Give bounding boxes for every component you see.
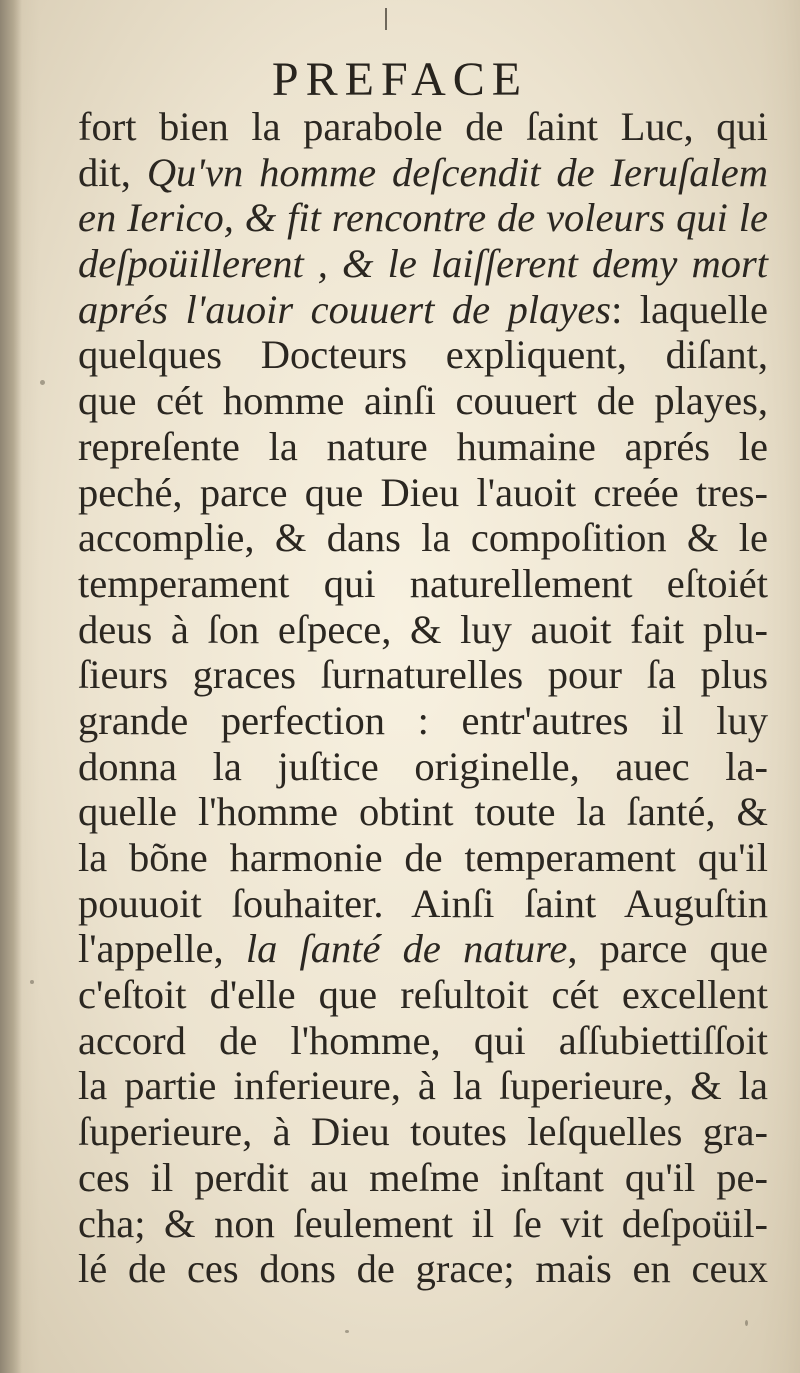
text-line <box>78 1018 768 1064</box>
text-segment: peché, parce que Dieu l'auoit creée tres- <box>78 469 768 515</box>
text-line <box>78 287 768 333</box>
text-segment: pouuoit ſouhaiter. Ainſi ſaint Auguſtin <box>78 880 768 926</box>
ink-speck <box>30 980 34 984</box>
text-line <box>78 424 768 470</box>
text-line <box>78 104 768 150</box>
text-segment: l'appelle, <box>78 926 246 972</box>
text-segment: que cét homme ainſi couuert de playes, <box>78 378 768 424</box>
italic-text-segment: en Ierico, & fit rencontre de voleurs qui le <box>78 195 768 241</box>
text-segment: grande perfection : entr'autres il luy <box>78 697 768 743</box>
text-line <box>78 470 768 516</box>
italic-text-segment: deſpoüillerent , & le laiſſerent demy mort <box>78 241 768 287</box>
page-gutter-shadow <box>0 0 22 1373</box>
text-segment: fort bien la parabole de ſaint Luc, qui <box>78 104 768 149</box>
italic-text-segment: aprés l'auoir couuert de playes <box>78 286 612 332</box>
text-line <box>78 698 768 744</box>
ink-speck <box>40 380 45 385</box>
text-line <box>78 607 768 653</box>
text-segment: la partie inferieure, à la ſuperieure, & la <box>78 1063 768 1109</box>
text-line <box>78 744 768 790</box>
italic-text-segment: la ſanté de nature <box>245 926 568 972</box>
running-title: PREFACE <box>271 53 529 106</box>
text-line <box>78 926 768 972</box>
text-line <box>78 195 768 241</box>
italic-text-segment: Qu'vn homme deſcendit de Ieruſalem <box>146 149 768 195</box>
text-segment: la bõne harmonie de temperament qu'il <box>78 835 768 880</box>
text-segment: quelques Docteurs expliquent, diſant, <box>78 332 768 378</box>
text-line <box>78 881 768 927</box>
text-segment: accord de l'homme, qui aſſubiettiſſoit <box>78 1017 768 1063</box>
text-line <box>78 1109 768 1155</box>
ink-speck <box>745 1320 748 1326</box>
text-line <box>78 972 768 1018</box>
text-segment: dit, <box>78 149 147 195</box>
text-line <box>78 561 768 607</box>
text-segment: cha; & non ſeulement il ſe vit deſpoüil- <box>78 1200 768 1246</box>
text-segment: , parce que <box>567 926 768 972</box>
text-line <box>78 515 768 561</box>
text-segment: c'eſtoit d'elle que reſultoit cét excellent <box>78 972 768 1018</box>
text-segment: repreſente la nature humaine aprés le <box>78 423 768 469</box>
text-line <box>78 378 768 424</box>
text-line <box>78 150 768 196</box>
text-line <box>78 789 768 835</box>
text-segment: donna la juſtice originelle, auec la- <box>78 743 768 789</box>
ink-speck <box>345 1330 349 1333</box>
text-segment: lé de ces dons de grace; mais en ceux <box>78 1246 768 1292</box>
text-line <box>78 241 768 287</box>
text-segment: temperament qui naturellement eſtoiét <box>78 560 768 606</box>
text-line <box>78 1246 768 1292</box>
text-segment: ces il perdit au meſme inſtant qu'il pe- <box>78 1154 768 1200</box>
text-segment: ſieurs graces ſurnaturelles pour ſa plus <box>78 652 768 698</box>
body-text <box>78 104 768 1292</box>
text-segment: deus à ſon eſpece, & luy auoit fait plu- <box>78 606 768 652</box>
top-mark <box>385 8 387 30</box>
text-line <box>78 1063 768 1109</box>
text-line <box>78 652 768 698</box>
text-line <box>78 1201 768 1247</box>
text-segment: ſuperieure, à Dieu toutes leſquelles gra- <box>78 1109 768 1155</box>
text-segment: accomplie, & dans la compoſition & le <box>78 515 768 561</box>
text-line <box>78 1155 768 1201</box>
text-line <box>78 332 768 378</box>
text-segment: quelle l'homme obtint toute la ſanté, & <box>78 789 768 835</box>
text-line <box>78 835 768 881</box>
text-segment: : laquelle <box>611 286 768 332</box>
